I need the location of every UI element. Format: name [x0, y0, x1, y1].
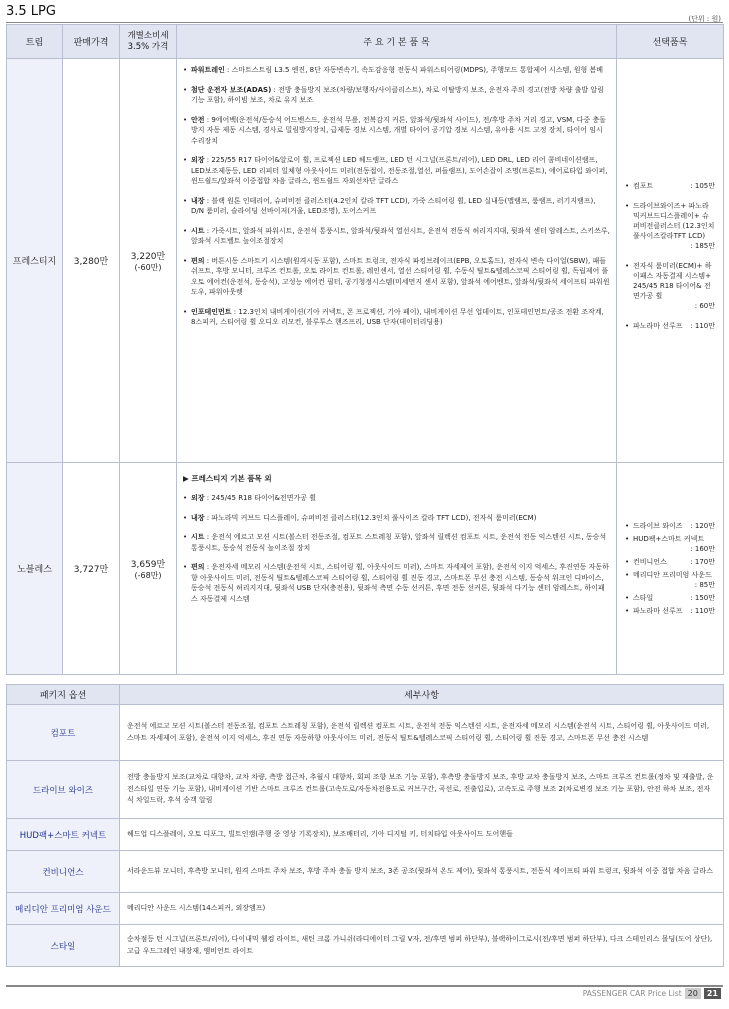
package-row-style: [7, 925, 724, 967]
trim-tax-price: [120, 463, 177, 675]
header-tax-line1: 개별소비세: [127, 30, 169, 41]
trim-price: 3,727만: [63, 463, 120, 675]
feature-text: : 9에어백(운전석/동승석 어드밴스드, 운전석 무릎, 전복감지 커튼, 앞좌석/뒷좌석 사이드), 전/후방 주차 거리 경고, VSM, 다중 충돌방지 자동 제동 시스템, 경사로 밀림방지장치, 급제동 경보 시스템, 개별 타이어 공기압 경보 시스템, 유아용 시트 고정 장치, 타이어 임시 수리장치: [191, 115, 606, 145]
package-desc: 서라운드뷰 모니터, 후측방 모니터, 원격 스마트 주차 보조, 후방 주차 충돌 방지 보조, 3존 공조(뒷좌석 온도 제어), 뒷좌석 통풍시트, 전동식 세이프티 파워 트렁크, 뒷좌석 이중 접합 차음 글라스: [120, 851, 724, 893]
option-name: • 스타일: [633, 594, 654, 602]
trim-row-noblesse: [7, 463, 724, 675]
feature-text: : 스마트스트림 L3.5 엔진, 8단 자동변속기, 속도감응형 전동식 파워스티어링(MDPS), 주행모드 통합제어 시스템, 원형 봄베: [224, 66, 604, 74]
header-features: 주 요 기 본 품 목: [177, 25, 617, 59]
page-number-right: 21: [704, 988, 721, 999]
option-price: : 185만: [690, 241, 715, 250]
trim-name: 노블레스: [7, 463, 63, 675]
page-number-left: 20: [685, 988, 701, 999]
option-price: : 110만: [690, 321, 715, 330]
feature-item: [183, 155, 610, 187]
package-row-drive-wise: [7, 761, 724, 819]
package-row-convenience: [7, 851, 724, 893]
feature-list: [177, 463, 617, 675]
option-price: : 120만: [690, 522, 715, 530]
package-name: HUD팩+스마트 커넥트: [7, 819, 120, 851]
package-name: 컴포트: [7, 705, 120, 761]
option-price: : 170만: [690, 558, 715, 566]
option-price: : 110만: [690, 607, 715, 615]
feature-text: : 파노라믹 커브드 디스플레이, 슈퍼비전 클러스터(12.3인치 풀사이즈 칼라 TFT LCD), 전자식 룸미러(ECM): [204, 513, 537, 522]
option-item: [625, 606, 715, 616]
trim-price: 3,280만: [63, 59, 120, 463]
feature-text: : 운전자세 메모리 시스템(운전석 시트, 스티어링 휠, 아웃사이드 미러), 스마트 자세제어 포함), 운전석 이지 억세스, 후진연동 자동하향 아웃사이드 미러, 전동식 틸트&텔레스코픽 스티어링 휠, 스티어링 휠 진동 경고, 스마트폰 무선 충전 시스템, 동승석 워크인 디바이스, 동승석 전동식 허리지지대, 뒷좌석 USB 단자(충전용), 뒷좌석 측면 수동 선커튼, 후면 전동 선커튼, 뒷좌석 다기능 센터 암레스트, 하이패스 자동결제 시스템: [191, 563, 609, 603]
header-price: 판매가격: [63, 25, 120, 59]
feature-text: : 버튼시동 스마트키 시스템(원격시동 포함), 스마트 트렁크, 전자식 파킹브레이크(EPB, 오토홀드), 전자식 변속 다이얼(SBW), 패들 쉬프트, 후방 모니터, 크루즈 컨트롤, 오토 라이트 컨트롤, 레인센서, 열선 스티어링 휠, 수동식 틸트&텔레스코픽 스티어링 휠, 독립제어 풀오토 에어컨(운전석, 동승석), 고성능 에어컨 필터, 공기청정시스템(미세먼지 센서 포함), 앞좌석 에어벤트, 앞좌석/뒷좌석 세이프티 파워윈도우, 파워아웃렛: [191, 256, 610, 296]
package-row-comfort: [7, 705, 724, 761]
option-item: [625, 201, 715, 251]
feature-title: 내장: [191, 513, 205, 522]
feature-text: : 가죽시트, 앞좌석 파워시트, 운전석 통풍시트, 앞좌석/뒷좌석 열선시트, 운전석 전동식 허리지지대, 뒷좌석 센터 암레스트, 스키쓰루, 앞좌석 시트벨트 높이조절장치: [191, 226, 610, 245]
feature-item: [183, 532, 610, 553]
feature-item: [183, 562, 610, 604]
package-name: 메리디안 프리미엄 사운드: [7, 893, 120, 925]
trim-tax-price: [120, 59, 177, 463]
package-table-header: [7, 685, 724, 705]
tax-price-diff: (-60만): [134, 262, 162, 272]
footer-rule: [6, 985, 723, 987]
page-title: 3.5 LPG: [6, 4, 56, 19]
trim-name: 프레스티지: [7, 59, 63, 463]
feature-title: 시트: [191, 226, 205, 235]
package-name: 드라이브 와이즈: [7, 761, 120, 819]
header-package-desc: 세부사항: [120, 685, 724, 705]
option-item: [625, 181, 715, 191]
title-rule: [6, 22, 723, 23]
feature-item: [183, 196, 610, 217]
option-price: : 105만: [690, 181, 715, 190]
feature-text: : 12.3인치 내비게이션(기아 커넥트, 폰 프로젝션, 기아 페이), 내비게이션 무선 업데이트, 인포테인먼트/공조 전환 조작계, 8스피커, 스티어링 휠 오디오 리모컨, 블루투스 핸즈프리, USB 단자(데이터리딩용): [191, 307, 604, 326]
feature-title: 외장: [191, 494, 205, 502]
feature-text: : 전방 충돌방지 보조(차량/보행자/사이클리스트), 차로 이탈방지 보조, 운전자 주의 경고(전방 차량 출발 알림 기능 포함), 하이빔 보조, 차로 유지 보조: [191, 85, 604, 104]
feature-item: [183, 493, 610, 504]
option-item: [625, 534, 715, 554]
feature-title: 외장: [191, 156, 205, 164]
feature-title: 편의: [191, 563, 205, 571]
feature-item: [183, 65, 610, 76]
package-row-hud: [7, 819, 724, 851]
feature-item: [183, 513, 610, 524]
package-table: [6, 684, 724, 967]
feature-item: [183, 226, 610, 247]
package-row-meridian: [7, 893, 724, 925]
option-name: • 컨비니언스: [633, 558, 667, 566]
package-desc: 헤드업 디스플레이, 오토 디포그, 빌트인캠(주행 중 영상 기록장치), 보조배터리, 기아 디지털 키, 터치타입 아웃사이드 도어핸들: [120, 819, 724, 851]
option-name: • 컴포트: [633, 181, 654, 190]
header-package-name: 패키지 옵션: [7, 685, 120, 705]
header-tax-line2: 3.5% 가격: [127, 41, 169, 52]
package-name: 스타일: [7, 925, 120, 967]
option-item: [625, 521, 715, 531]
header-tax-price: [120, 25, 177, 59]
base-note: ▶ 프레스티지 기본 품목 외: [183, 474, 272, 483]
option-name: • 파노라마 선루프: [633, 321, 683, 330]
option-item: [625, 570, 715, 590]
tax-price-diff: (-68만): [134, 570, 162, 580]
option-list: [617, 463, 724, 675]
package-desc: 순차점등 턴 시그널(프론트/리어), 다이내믹 웰컴 라이트, 새틴 크롬 가니쉬(라디에이터 그릴 V자, 전/후면 범퍼 하단부), 블랙하이그로시(전/후면 범퍼 하단부), 다크 스테인리스 몰딩(도어 상단), 고급 우드그레인 내장재, 앰비언트 라이트: [120, 925, 724, 967]
feature-item: [183, 115, 610, 147]
option-item: [625, 557, 715, 567]
option-price: : 160만: [690, 545, 715, 553]
tax-price-value: 3,220만: [130, 251, 166, 262]
header-options: 선택품목: [617, 25, 724, 59]
option-name: • 드라이브 와이즈: [633, 522, 683, 530]
option-item: [625, 261, 715, 311]
feature-item: [183, 307, 610, 328]
option-name: • HUD팩+스마트 커넥트: [633, 535, 705, 543]
option-list: [617, 59, 724, 463]
tax-price-value: 3,659만: [130, 559, 166, 570]
feature-item: [183, 256, 610, 298]
option-price: : 85만: [694, 581, 715, 589]
option-price: : 60만: [694, 301, 715, 310]
feature-title: 파워트레인: [191, 66, 225, 74]
page-unit: (단위 : 원): [688, 15, 721, 23]
price-table-header: [7, 25, 724, 59]
feature-title: 시트: [191, 533, 205, 541]
package-desc: 전방 충돌방지 보조(교차로 대향차, 교차 차량, 측방 접근차, 추월시 대향차, 회피 조향 보조 기능 포함), 후측방 충돌방지 보조, 후방 교차 충돌방지 보조, 스마트 크루즈 컨트롤(정차 및 재출발, 운전스타일 연동 기능 포함), 내비게이션 기반 스마트 크루즈 컨트롤(고속도로/자동차전용도로 커브구간, 곡선로, 진출입로), 고속도로 주행 보조 2(차로변경 보조 기능 포함), 안전 하차 보조, 전자식 차일드락, 후석 승객 알림: [120, 761, 724, 819]
footer: [583, 988, 721, 999]
feature-title: 편의: [191, 256, 205, 265]
option-item: [625, 593, 715, 603]
option-name: • 메리디안 프리미엄 사운드: [633, 571, 712, 579]
feature-text: : 블랙 원톤 인테리어, 슈퍼비전 클러스터(4.2인치 칼라 TFT LCD), 가죽 스티어링 휠, LED 실내등(맵램프, 룸램프, 러기지램프), D/N 룸미러, 슬라이딩 선바이저(거울, LED조명), 도어스커프: [191, 196, 596, 215]
feature-text: : 245/45 R18 타이어&전면가공 휠: [204, 494, 316, 502]
package-desc: 메리디안 사운드 시스템(14스피커, 외장앰프): [120, 893, 724, 925]
package-name: 컨비니언스: [7, 851, 120, 893]
trim-row-prestige: [7, 59, 724, 463]
header-trim: 트림: [7, 25, 63, 59]
feature-list: [177, 59, 617, 463]
option-price: : 150만: [690, 594, 715, 602]
feature-title: 첨단 운전자 보조(ADAS): [191, 85, 272, 94]
feature-title: 인포테인먼트: [191, 307, 232, 316]
footer-text: PASSENGER CAR Price List: [582, 989, 682, 998]
price-table: [6, 24, 724, 675]
option-name: • 파노라마 선루프: [633, 607, 683, 615]
option-name: • 드라이브와이즈+ 파노라믹커브드디스플레이+ 슈퍼비전클러스터 (12.3인치풀사이즈칼라TFT LCD): [633, 201, 715, 240]
feature-title: 내장: [191, 196, 205, 205]
feature-text: : 225/55 R17 타이어&알로이 휠, 프로젝션 LED 헤드램프, LED 턴 시그널(프론트/리어), LED DRL, LED 리어 콤비네이션램프, LED보조제동등, LED 리피터 일체형 아웃사이드 미러(전동접이, 전동조절,열선, 퍼들램프), 도어손잡이 조명(프론트), 에어로타입 와이퍼, 윈드쉴드/앞좌석 이중접합 차음 글라스, 윈드쉴드 자외선차단 글라스: [191, 156, 608, 185]
option-name: • 전자식 룸미러(ECM)+ 하이패스 자동결제 시스템+ 245/45 R18 타이어& 전면가공 휠: [633, 261, 712, 300]
package-desc: 운전석 에르고 모션 시트(볼스터 전동조절, 컴포트 스트레칭 포함), 운전석 릴렉션 컴포트 시트, 운전석 전동 익스텐션 시트, 운전자세 메모리 시스템(운전석 시트, 스티어링 휠, 아웃사이드 미러, 스마트 자세제어 포함), 운전석 이지 억세스, 후진 연동 자동하향 아웃사이드 미러, 전동식 틸트&텔레스코픽 스티어링 휠, 스티어링 휠 진동 경고, 스마트폰 무선 충전 시스템: [120, 705, 724, 761]
feature-item: [183, 85, 610, 106]
feature-text: : 운전석 에르고 모션 시트(볼스터 전동조절, 컴포트 스트레칭 포함), 앞좌석 릴렉션 컴포트 시트, 운전석 전동 익스텐션 시트, 동승석 통풍시트, 동승석 전동식 높이조절 장치: [191, 533, 607, 552]
feature-title: 안전: [191, 115, 205, 124]
option-item: [625, 321, 715, 331]
